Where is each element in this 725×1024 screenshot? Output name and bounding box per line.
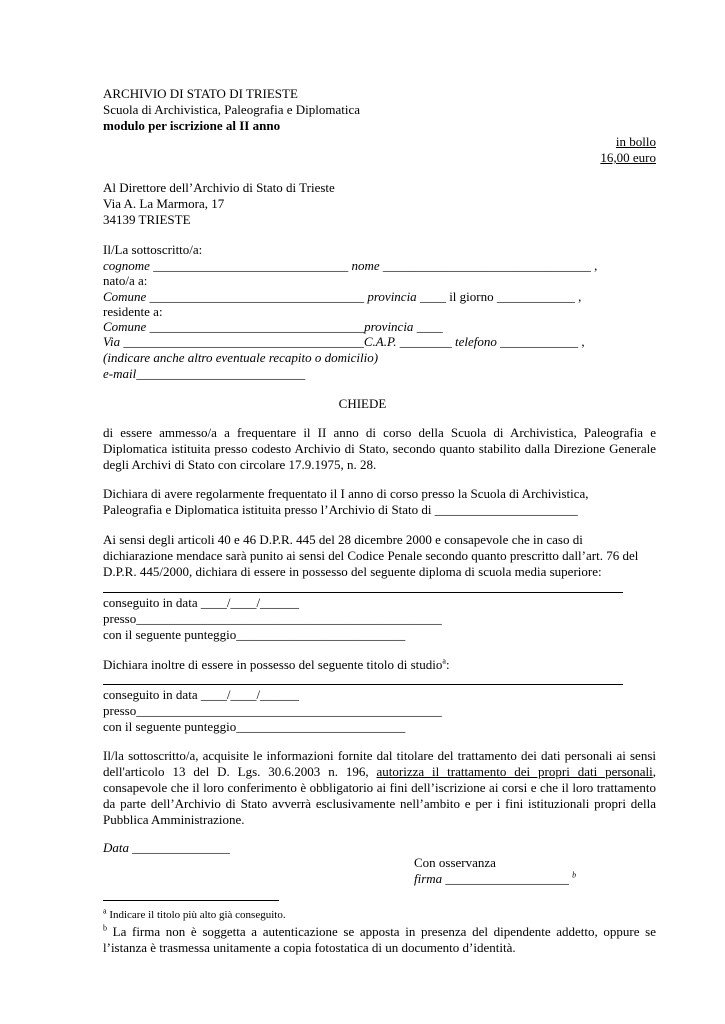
nome-label: nome xyxy=(351,258,380,273)
diploma-punteggio-field[interactable]: con il seguente punteggio__________________________ xyxy=(103,627,406,642)
attendance-line-1: Dichiara di avere regolarmente frequentato il I anno di corso presso la Scuola di Archivistica, xyxy=(103,486,589,501)
comune-residence-label: Comune xyxy=(103,319,147,334)
residente-label: residente a: xyxy=(103,304,163,319)
signature-row xyxy=(414,871,576,887)
footnote-b xyxy=(103,924,656,956)
provincia-residence-label: provincia xyxy=(364,319,414,334)
footnote-b-text: La firma non è soggetta a autenticazione se apposta in presenza del dipendente addetto, oppure se l’istanza è trasmessa unitamente a copia fotostatica di un documento d’identità. xyxy=(103,924,656,955)
comune-birth-field[interactable]: _________________________________ xyxy=(149,289,365,304)
cap-field[interactable]: ________ xyxy=(399,334,452,349)
footnote-a-ref: a xyxy=(442,656,446,666)
email-label: e-mail xyxy=(103,366,137,381)
telefono-field[interactable]: ____________ , xyxy=(500,334,585,349)
institution-name: ARCHIVIO DI STATO DI TRIESTE xyxy=(103,86,298,101)
email-field[interactable]: __________________________ xyxy=(136,366,306,381)
residence-row xyxy=(103,319,443,335)
attendance-line-2[interactable]: Paleografia e Diplomatica istituita presso l’Archivio di Stato di ______________________ xyxy=(103,502,578,517)
address-row xyxy=(103,334,585,350)
school-name: Scuola di Archivistica, Paleografia e Diplomatica xyxy=(103,102,361,117)
nome-field[interactable]: ________________________________ , xyxy=(382,258,598,273)
recipient-street: Via A. La Marmora, 17 xyxy=(103,196,225,211)
privacy-text-after: , consapevole che il loro conferimento è obbligatorio ai fini dell’iscrizione ai corsi e che il loro trattamento da parte dell’Archivio di Stato avverrà esclusivamente nell’ambito e per i fini istituzionali propri della Pubblica Amministrazione. xyxy=(103,764,656,827)
form-title: modulo per iscrizione al II anno xyxy=(103,118,281,133)
provincia-birth-field[interactable]: ____ xyxy=(419,289,446,304)
declaration-line-3: D.P.R. 445/2000, dichiara di essere in possesso del seguente diploma di scuola media superiore: xyxy=(103,564,602,579)
cognome-field[interactable]: ______________________________ xyxy=(153,258,349,273)
cognome-label: cognome xyxy=(103,258,150,273)
via-field[interactable]: _____________________________________ xyxy=(123,334,364,349)
comune-birth-label: Comune xyxy=(103,289,147,304)
diploma-date-field[interactable]: conseguito in data ____/____/______ xyxy=(103,595,300,610)
nato-label: nato/a a: xyxy=(103,273,148,288)
recipient-line: Al Direttore dell’Archivio di Stato di Trieste xyxy=(103,180,335,195)
request-paragraph: di essere ammesso/a a frequentare il II anno di corso della Scuola di Archivistica, Paleografia e Diplomatica istituita presso codesto Archivio di Stato, secondo quanto stabilito dalla Direzione Generale degli Archivi di Stato con circolare 17.9.1975, n. 28. xyxy=(103,425,656,472)
bollo-label: in bollo xyxy=(615,134,656,149)
diploma-name-field[interactable] xyxy=(103,592,623,593)
firma-field[interactable]: ___________________ xyxy=(445,871,569,886)
via-label: Via xyxy=(103,334,121,349)
titolo-colon: : xyxy=(445,657,450,672)
giorno-field[interactable]: ____________ , xyxy=(496,289,582,304)
data-field[interactable]: _______________ xyxy=(132,840,230,855)
footnote-b-ref: b xyxy=(572,870,577,880)
titolo-date-field[interactable]: conseguito in data ____/____/______ xyxy=(103,687,300,702)
provincia-residence-field[interactable]: ____ xyxy=(416,319,443,334)
titolo-name-field[interactable] xyxy=(103,684,623,685)
declaration-line-2: dichiarazione mendace sarà punito ai sensi del Codice Penale secondo quanto prescritto dall’art. 76 del xyxy=(103,548,639,563)
footnote-a xyxy=(103,907,286,923)
cap-label: C.A.P. xyxy=(363,334,397,349)
data-label: Data xyxy=(103,840,129,855)
titolo-line xyxy=(103,657,450,673)
firma-label: firma xyxy=(414,871,443,886)
date-row xyxy=(103,840,230,856)
comune-residence-field[interactable]: _________________________________ xyxy=(149,319,365,334)
provincia-birth-label: provincia xyxy=(367,289,417,304)
recipient-city: 34139 TRIESTE xyxy=(103,212,191,227)
privacy-paragraph xyxy=(103,748,656,828)
chiede-heading: CHIEDE xyxy=(338,396,387,411)
cognome-row xyxy=(103,258,597,274)
telefono-label: telefono xyxy=(454,334,497,349)
recapito-note: (indicare anche altro eventuale recapito o domicilio) xyxy=(103,350,379,365)
titolo-presso-field[interactable]: presso_______________________________________________ xyxy=(103,703,442,718)
email-row xyxy=(103,366,305,382)
footnote-a-text: Indicare il titolo più alto già conseguito. xyxy=(106,909,286,921)
footnote-b-mark: b xyxy=(103,923,107,933)
footnote-a-mark: a xyxy=(103,906,107,916)
privacy-text-before: Il/la sottoscritto/a, acquisite le informazioni fornite dal titolare del trattamento dei dati personali ai sensi dell'articolo 13 del D. Lgs. 30.6.2003 n. 196, xyxy=(103,748,656,779)
bollo-amount: 16,00 euro xyxy=(600,150,656,165)
giorno-label: il giorno xyxy=(449,289,494,304)
form-intro: Il/La sottoscritto/a: xyxy=(103,242,203,257)
footnote-separator xyxy=(103,900,279,901)
privacy-consent: autorizza il trattamento dei propri dati personali xyxy=(376,764,653,779)
birth-row xyxy=(103,289,581,305)
closing-text: Con osservanza xyxy=(414,855,496,870)
declaration-line-1: Ai sensi degli articoli 40 e 46 D.P.R. 445 del 28 dicembre 2000 e consapevole che in caso di xyxy=(103,532,583,547)
titolo-text: Dichiara inoltre di essere in possesso del seguente titolo di studio xyxy=(103,657,443,672)
titolo-punteggio-field[interactable]: con il seguente punteggio__________________________ xyxy=(103,719,406,734)
diploma-presso-field[interactable]: presso_______________________________________________ xyxy=(103,611,442,626)
